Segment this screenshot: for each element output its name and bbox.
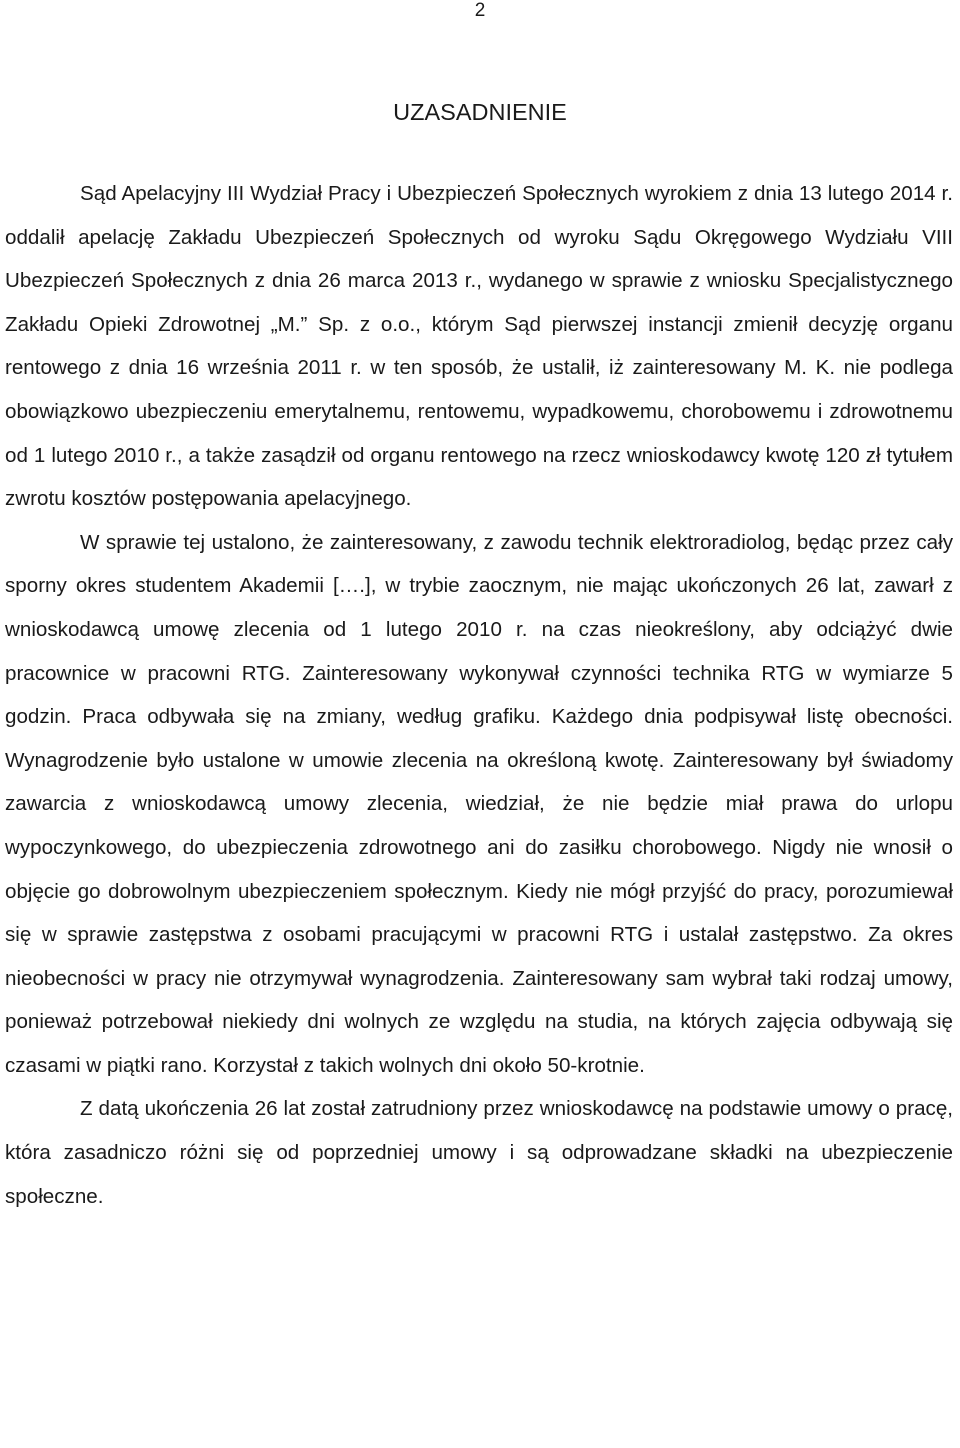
paragraph-employment-contract: Z datą ukończenia 26 lat został zatrudniony przez wnioskodawcę na podstawie umowy o pracę, która zasadniczo różni się od poprzedniej umowy i są odprowadzane składki na ubezpieczenie społeczne.: [5, 1097, 953, 1208]
document-title: UZASADNIENIE: [393, 99, 567, 125]
page-number: 2: [474, 0, 486, 21]
paragraph-findings-of-fact: W sprawie tej ustalono, że zainteresowany, z zawodu technik elektroradiolog, będąc przez cały sporny okres studentem Akademii [….], w trybie zaocznym, nie mając ukończonych 26 lat, zawarł z wnioskodawcą umowę zlecenia od 1 lutego 2010 r. na czas nieokreślony, aby odciążyć dwie pracownice w pracowni RTG. Zainteresowany wykonywał czynności technika RTG w wymiarze 5 godzin. Praca odbywała się na zmiany, według grafiku. Każdego dnia podpisywał listę obecności. Wynagrodzenie było ustalone w umowie zlecenia na określoną kwotę. Zainteresowany był świadomy zawarcia z wnioskodawcą umowy zlecenia, wiedział, że nie będzie miał prawa do urlopu wypoczynkowego, do ubezpieczenia zdrowotnego ani do zasiłku chorobowego. Nigdy nie wnosił o objęcie go dobrowolnym ubezpieczeniem społecznym. Kiedy nie mógł przyjść do pracy, porozumiewał się w sprawie zastępstwa z osobami pracującymi w pracowni RTG i ustalał zastępstwo. Za okres nieobecności w pracy nie otrzymywał wynagrodzenia. Zainteresowany sam wybrał taki rodzaj umowy, ponieważ potrzebował niekiedy dni wolnych ze względu na studia, na których zajęcia odbywają się czasami w piątki rano. Korzystał z takich wolnych dni około 50-krotnie.: [5, 530, 953, 1077]
document-body: [5, 172, 953, 1218]
paragraph-judgment-summary: Sąd Apelacyjny III Wydział Pracy i Ubezpieczeń Społecznych wyrokiem z dnia 13 lutego 2014 r. oddalił apelację Zakładu Ubezpieczeń Społecznych od wyroku Sądu Okręgowego Wydziału VIII Ubezpieczeń Społecznych z dnia 26 marca 2013 r., wydanego w sprawie z wniosku Specjalistycznego Zakładu Opieki Zdrowotnej „M.” Sp. z o.o., którym Sąd pierwszej instancji zmienił decyzję organu rentowego z dnia 16 września 2011 r. w ten sposób, że ustalił, iż zainteresowany M. K. nie podlega obowiązkowo ubezpieczeniu emerytalnemu, rentowemu, wypadkowemu, chorobowemu i zdrowotnemu od 1 lutego 2010 r., a także zasądził od organu rentowego na rzecz wnioskodawcy kwotę 120 zł tytułem zwrotu kosztów postępowania apelacyjnego.: [5, 182, 953, 511]
